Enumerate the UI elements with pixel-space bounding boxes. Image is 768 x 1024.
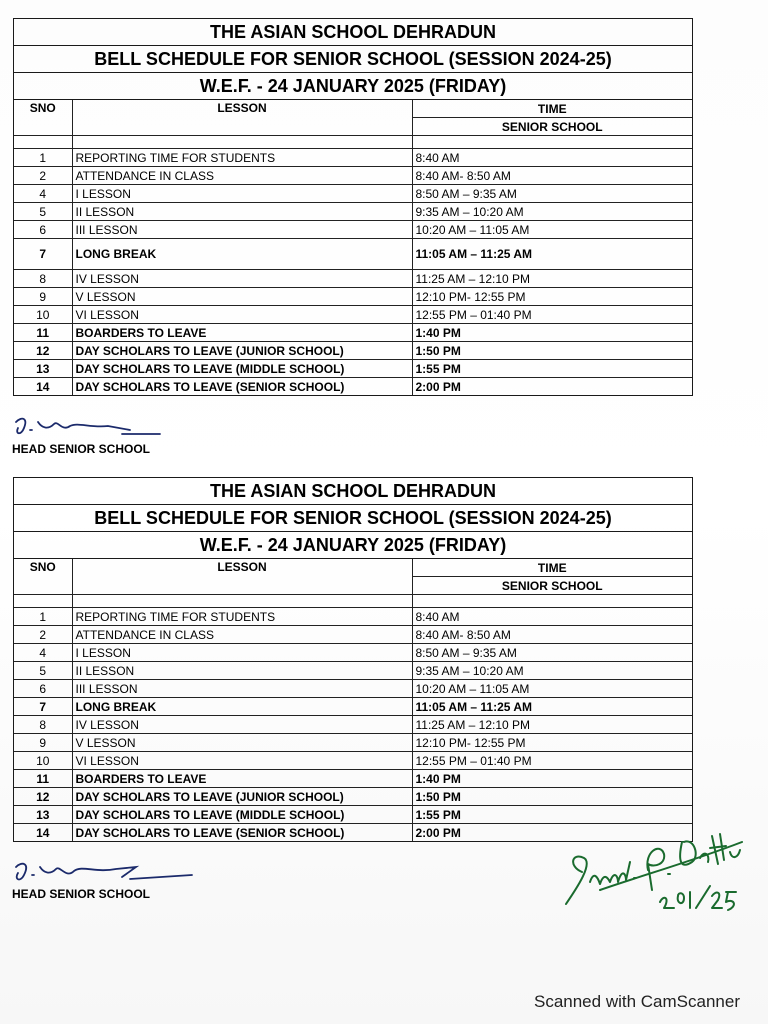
head-signature-top <box>12 414 172 456</box>
lesson-cell: V LESSON <box>72 288 412 306</box>
schedule-table <box>14 559 692 841</box>
time-cell: 1:50 PM <box>412 788 692 806</box>
lesson-cell: DAY SCHOLARS TO LEAVE (MIDDLE SCHOOL) <box>72 806 412 824</box>
sno-cell: 5 <box>14 662 72 680</box>
table-row <box>14 644 692 662</box>
lesson-cell: DAY SCHOLARS TO LEAVE (JUNIOR SCHOOL) <box>72 788 412 806</box>
effective-date: W.E.F. - 24 JANUARY 2025 (FRIDAY) <box>14 73 692 100</box>
lesson-cell: ATTENDANCE IN CLASS <box>72 626 412 644</box>
table-row <box>14 378 692 396</box>
table-row <box>14 270 692 288</box>
sno-cell: 11 <box>14 770 72 788</box>
senior-school-subheader: SENIOR SCHOOL <box>412 118 692 136</box>
time-cell: 9:35 AM – 10:20 AM <box>412 662 692 680</box>
time-cell: 10:20 AM – 11:05 AM <box>412 680 692 698</box>
lesson-cell: VI LESSON <box>72 306 412 324</box>
table-row <box>14 342 692 360</box>
time-cell: 8:40 AM- 8:50 AM <box>412 626 692 644</box>
schedule-table <box>14 100 692 395</box>
lesson-cell: BOARDERS TO LEAVE <box>72 770 412 788</box>
lesson-cell: II LESSON <box>72 662 412 680</box>
sno-cell: 1 <box>14 149 72 167</box>
time-cell: 1:55 PM <box>412 360 692 378</box>
sno-cell: 1 <box>14 608 72 626</box>
sno-cell: 10 <box>14 306 72 324</box>
time-cell: 8:50 AM – 9:35 AM <box>412 644 692 662</box>
time-cell: 1:40 PM <box>412 324 692 342</box>
senior-school-subheader: SENIOR SCHOOL <box>412 577 692 595</box>
lesson-cell: REPORTING TIME FOR STUDENTS <box>72 608 412 626</box>
table-row <box>14 716 692 734</box>
sno-cell: 2 <box>14 626 72 644</box>
effective-date: W.E.F. - 24 JANUARY 2025 (FRIDAY) <box>14 532 692 559</box>
sno-cell: 9 <box>14 288 72 306</box>
lesson-cell: II LESSON <box>72 203 412 221</box>
time-cell: 2:00 PM <box>412 378 692 396</box>
time-cell: 11:05 AM – 11:25 AM <box>412 239 692 270</box>
signature-scribble-icon <box>12 857 202 889</box>
table-row <box>14 185 692 203</box>
table-row <box>14 167 692 185</box>
table-row <box>14 221 692 239</box>
table-row <box>14 626 692 644</box>
time-cell: 12:10 PM- 12:55 PM <box>412 734 692 752</box>
lesson-cell: III LESSON <box>72 680 412 698</box>
table-row <box>14 288 692 306</box>
sno-header: SNO <box>14 100 72 136</box>
head-signature-bottom <box>12 857 202 901</box>
time-cell: 12:10 PM- 12:55 PM <box>412 288 692 306</box>
sno-cell: 12 <box>14 342 72 360</box>
lesson-cell: DAY SCHOLARS TO LEAVE (SENIOR SCHOOL) <box>72 824 412 842</box>
blank-row <box>14 136 692 149</box>
table-row <box>14 324 692 342</box>
sno-cell: 5 <box>14 203 72 221</box>
lesson-cell: LONG BREAK <box>72 239 412 270</box>
signature-label: HEAD SENIOR SCHOOL <box>12 887 151 901</box>
sno-cell: 14 <box>14 378 72 396</box>
time-cell: 10:20 AM – 11:05 AM <box>412 221 692 239</box>
header-row <box>14 100 692 118</box>
sno-cell: 6 <box>14 680 72 698</box>
table-row <box>14 752 692 770</box>
time-cell: 9:35 AM – 10:20 AM <box>412 203 692 221</box>
bell-schedule-top <box>13 18 693 396</box>
table-row <box>14 203 692 221</box>
time-cell: 11:25 AM – 12:10 PM <box>412 716 692 734</box>
time-header: TIME <box>412 559 692 577</box>
lesson-cell: IV LESSON <box>72 716 412 734</box>
sno-cell: 7 <box>14 698 72 716</box>
school-name: THE ASIAN SCHOOL DEHRADUN <box>14 478 692 505</box>
time-header: TIME <box>412 100 692 118</box>
lesson-cell: ATTENDANCE IN CLASS <box>72 167 412 185</box>
lesson-cell: BOARDERS TO LEAVE <box>72 324 412 342</box>
sno-cell: 11 <box>14 324 72 342</box>
signature-label: HEAD SENIOR SCHOOL <box>12 442 151 456</box>
table-row <box>14 662 692 680</box>
lesson-header: LESSON <box>72 100 412 136</box>
time-cell: 8:50 AM – 9:35 AM <box>412 185 692 203</box>
lesson-cell: I LESSON <box>72 185 412 203</box>
school-name: THE ASIAN SCHOOL DEHRADUN <box>14 19 692 46</box>
lesson-cell: LONG BREAK <box>72 698 412 716</box>
lesson-header: LESSON <box>72 559 412 595</box>
sno-header: SNO <box>14 559 72 595</box>
schedule-title: BELL SCHEDULE FOR SENIOR SCHOOL (SESSION 2024-25) <box>14 505 692 532</box>
sno-cell: 13 <box>14 360 72 378</box>
table-row-long-break <box>14 239 692 270</box>
header-row <box>14 559 692 577</box>
sno-cell: 6 <box>14 221 72 239</box>
sno-cell: 14 <box>14 824 72 842</box>
sno-cell: 8 <box>14 716 72 734</box>
time-cell: 12:55 PM – 01:40 PM <box>412 752 692 770</box>
table-row <box>14 788 692 806</box>
table-row <box>14 734 692 752</box>
table-row <box>14 608 692 626</box>
sno-cell: 8 <box>14 270 72 288</box>
lesson-cell: DAY SCHOLARS TO LEAVE (SENIOR SCHOOL) <box>72 378 412 396</box>
lesson-cell: IV LESSON <box>72 270 412 288</box>
time-cell: 1:40 PM <box>412 770 692 788</box>
time-cell: 1:50 PM <box>412 342 692 360</box>
blank-row <box>14 595 692 608</box>
sno-cell: 10 <box>14 752 72 770</box>
sno-cell: 7 <box>14 239 72 270</box>
sno-cell: 4 <box>14 644 72 662</box>
time-cell: 11:25 AM – 12:10 PM <box>412 270 692 288</box>
sno-cell: 13 <box>14 806 72 824</box>
time-cell: 8:40 AM <box>412 149 692 167</box>
lesson-cell: III LESSON <box>72 221 412 239</box>
table-row-long-break <box>14 698 692 716</box>
table-row <box>14 680 692 698</box>
time-cell: 8:40 AM <box>412 608 692 626</box>
time-cell: 11:05 AM – 11:25 AM <box>412 698 692 716</box>
sno-cell: 9 <box>14 734 72 752</box>
time-cell: 8:40 AM- 8:50 AM <box>412 167 692 185</box>
table-row <box>14 360 692 378</box>
schedule-title: BELL SCHEDULE FOR SENIOR SCHOOL (SESSION 2024-25) <box>14 46 692 73</box>
sno-cell: 2 <box>14 167 72 185</box>
bell-schedule-bottom <box>13 477 693 842</box>
signature-scribble-icon <box>12 414 172 444</box>
table-row <box>14 149 692 167</box>
handwritten-signature-icon <box>560 812 750 922</box>
time-cell: 12:55 PM – 01:40 PM <box>412 306 692 324</box>
lesson-cell: V LESSON <box>72 734 412 752</box>
sno-cell: 12 <box>14 788 72 806</box>
scanner-watermark: Scanned with CamScanner <box>533 992 740 1011</box>
table-row <box>14 306 692 324</box>
approval-signature <box>560 812 750 927</box>
time-cell: 1:55 PM <box>412 806 692 824</box>
table-row <box>14 770 692 788</box>
lesson-cell: DAY SCHOLARS TO LEAVE (MIDDLE SCHOOL) <box>72 360 412 378</box>
lesson-cell: VI LESSON <box>72 752 412 770</box>
lesson-cell: DAY SCHOLARS TO LEAVE (JUNIOR SCHOOL) <box>72 342 412 360</box>
lesson-cell: REPORTING TIME FOR STUDENTS <box>72 149 412 167</box>
lesson-cell: I LESSON <box>72 644 412 662</box>
sno-cell: 4 <box>14 185 72 203</box>
time-cell: 2:00 PM <box>412 824 692 842</box>
